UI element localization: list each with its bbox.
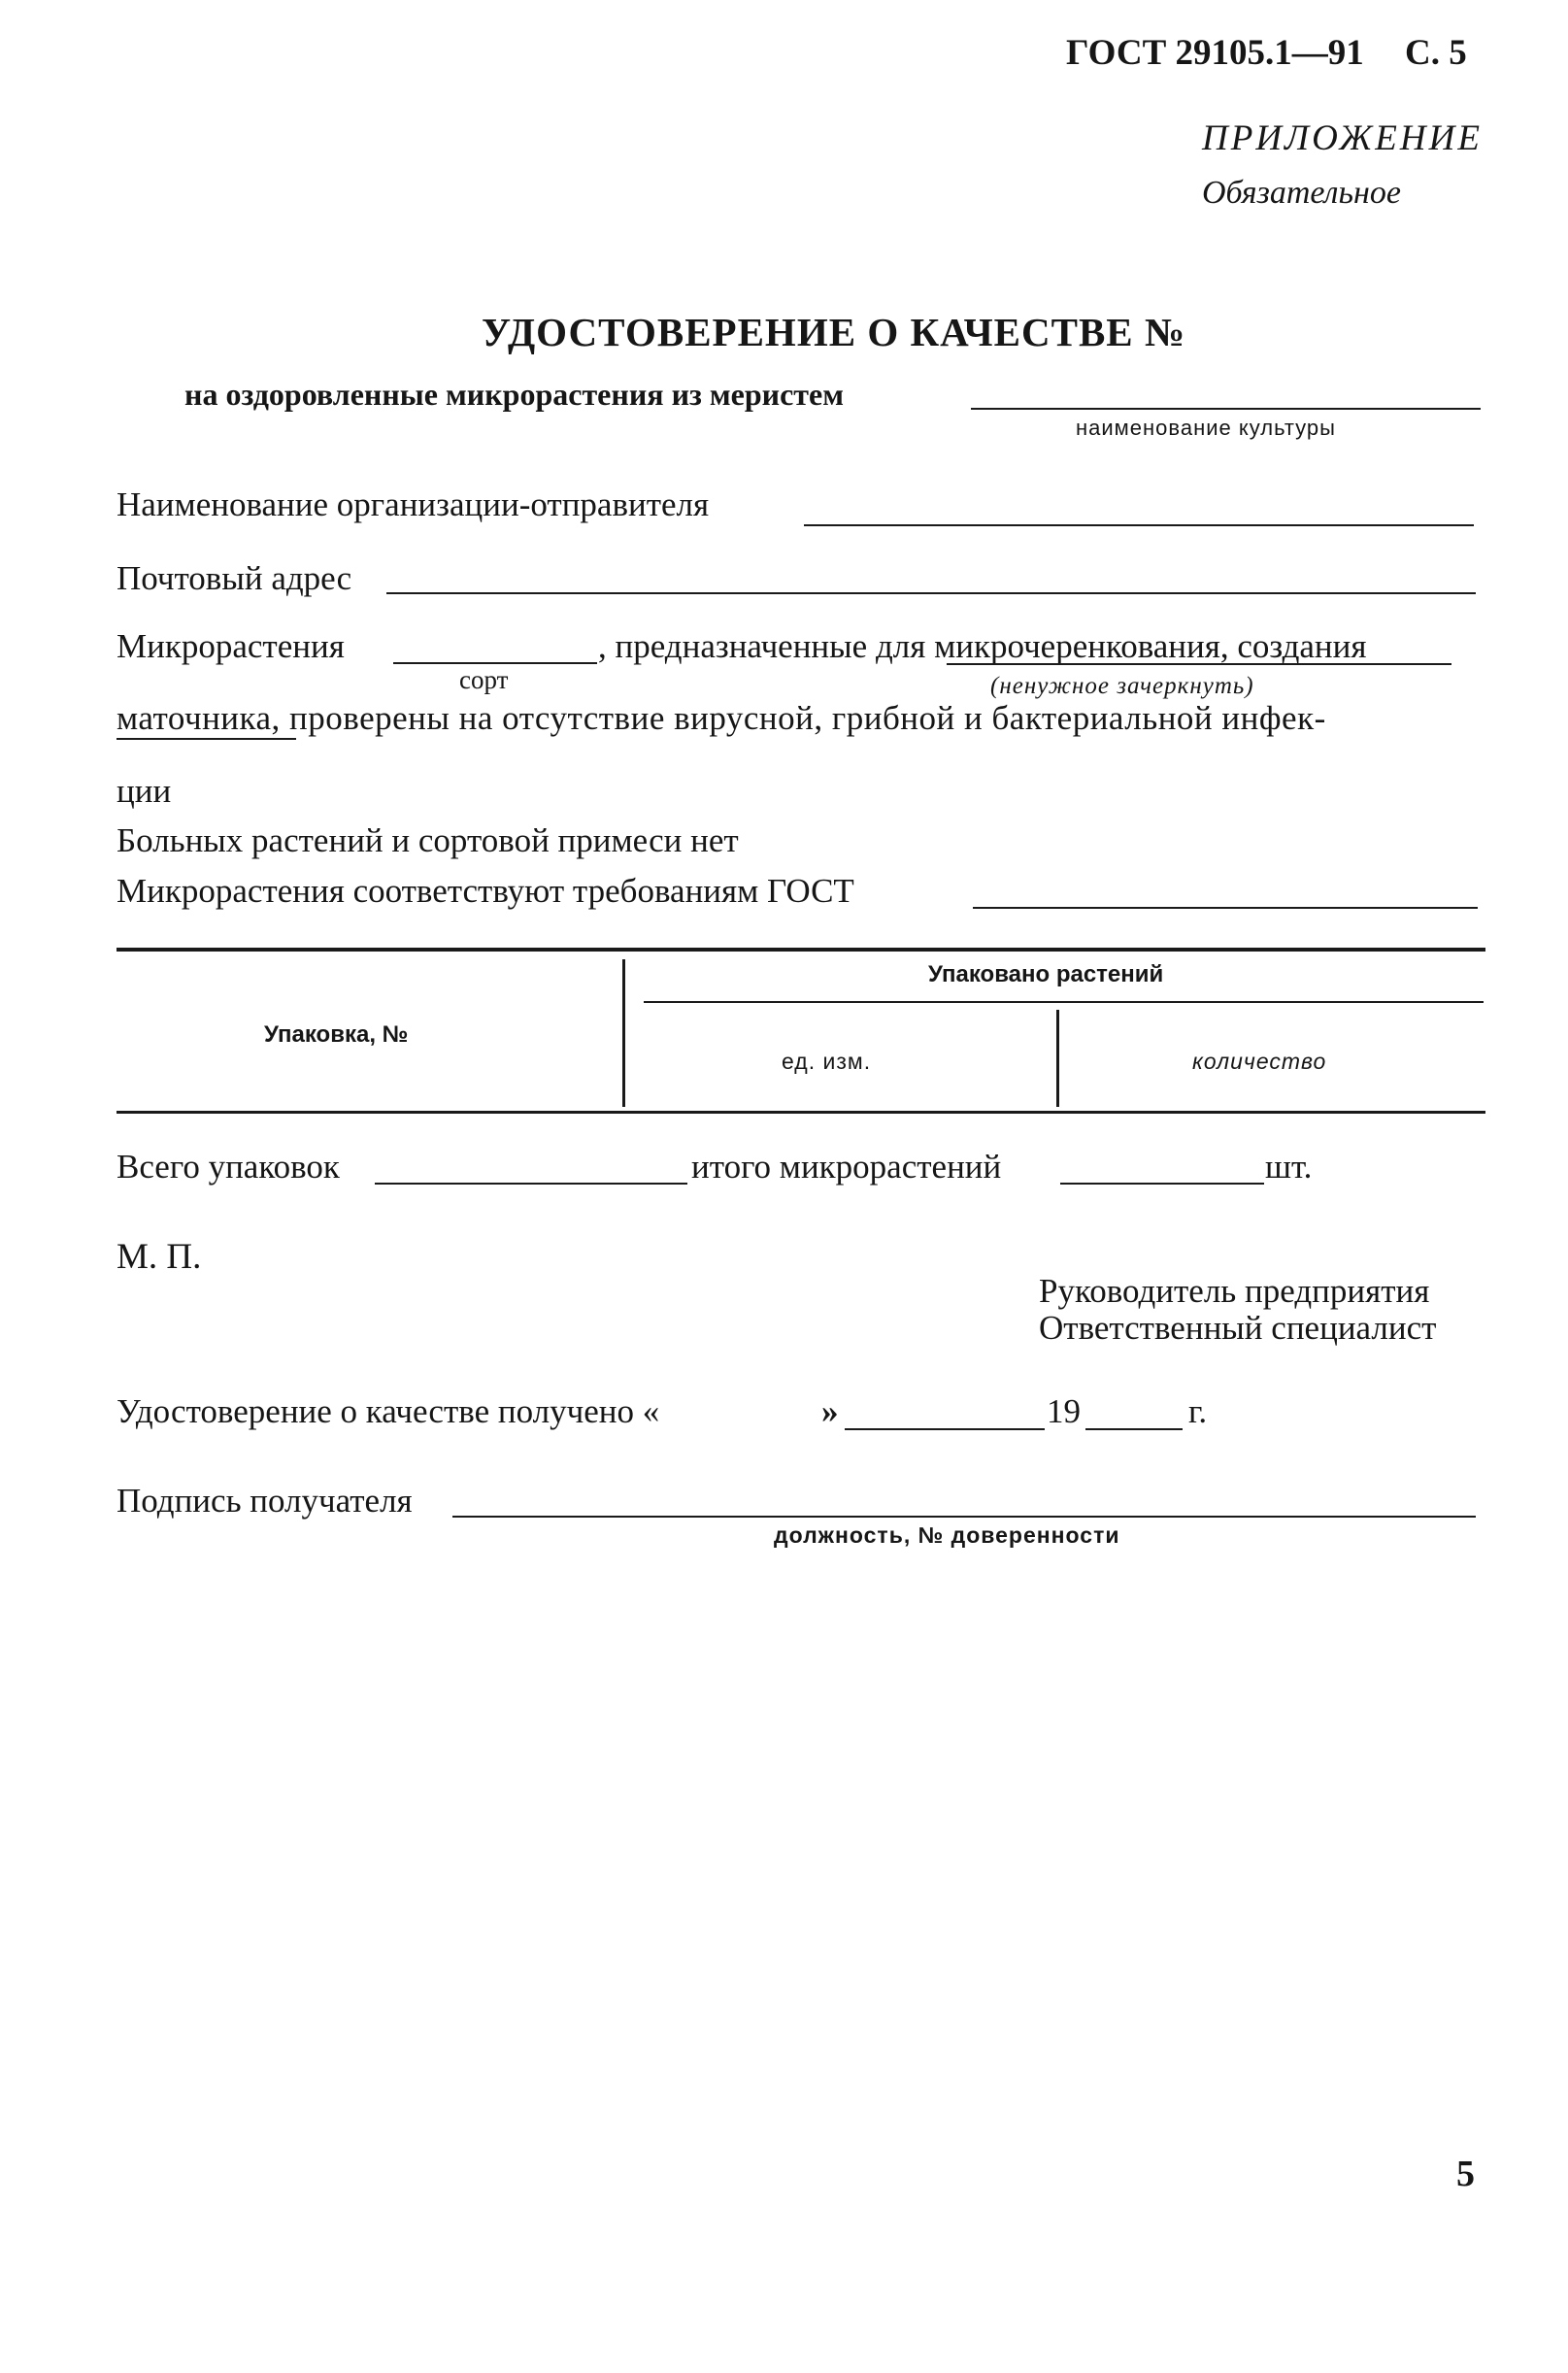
plants-line[interactable]: [1060, 1183, 1264, 1185]
packages-label: Всего упаковок: [117, 1148, 340, 1186]
plants-label: итого микрорастений: [691, 1148, 1002, 1186]
head-signature: Руководитель предприятия: [1039, 1272, 1430, 1310]
culture-name-hint: наименование культуры: [1076, 416, 1336, 440]
quote-close: »: [821, 1392, 839, 1430]
packages-line[interactable]: [375, 1183, 687, 1185]
appendix-status: Обязательное: [1202, 175, 1401, 211]
plants-unit: шт.: [1265, 1148, 1313, 1186]
gost-number-line[interactable]: [973, 907, 1478, 909]
page-label: С. 5: [1405, 33, 1467, 73]
micro-text-3: ции: [117, 772, 172, 810]
table-header-package: Упаковка, №: [264, 1021, 409, 1048]
appendix-title: ПРИЛОЖЕНИЕ: [1202, 118, 1483, 158]
form-title: УДОСТОВЕРЕНИЕ О КАЧЕСТВЕ №: [482, 310, 1186, 354]
micro-label: Микрорастения: [117, 627, 345, 665]
stamp-label: М. П.: [117, 1237, 202, 1277]
address-line[interactable]: [386, 592, 1476, 594]
table-divider-2: [1056, 1010, 1059, 1107]
received-year-prefix: 19: [1047, 1392, 1081, 1430]
address-label: Почтовый адрес: [117, 559, 352, 597]
gost-compliance-label: Микрорастения соответствуют требованиям ГОСТ: [117, 872, 854, 910]
purpose-underline: [947, 663, 1451, 665]
received-year-line[interactable]: [1085, 1428, 1183, 1430]
table-header-quantity: количество: [1192, 1049, 1327, 1074]
received-label: Удостоверение о качестве получено «: [117, 1392, 660, 1430]
received-month-line[interactable]: [845, 1428, 1045, 1430]
org-name-line[interactable]: [804, 524, 1474, 526]
table-top-rule: [117, 948, 1485, 952]
table-sub-rule: [644, 1001, 1484, 1003]
sort-hint: сорт: [459, 665, 509, 694]
page-number: 5: [1456, 2154, 1475, 2194]
form-subtitle: на оздоровленные микрорастения из меристем: [184, 377, 845, 412]
signature-line[interactable]: [452, 1516, 1476, 1518]
doc-code: ГОСТ 29105.1—91: [1066, 33, 1364, 73]
received-year-suffix: г.: [1188, 1392, 1208, 1430]
matochnik-underline: [117, 738, 296, 740]
table-header-unit: ед. изм.: [782, 1049, 872, 1074]
micro-text-2: маточника, проверены на отсутствие вирусной, грибной и бактериальной инфек-: [117, 699, 1326, 737]
table-bottom-rule: [117, 1111, 1485, 1114]
culture-name-line[interactable]: [971, 408, 1481, 410]
no-disease-text: Больных растений и сортовой примеси нет: [117, 821, 739, 859]
sort-line[interactable]: [393, 662, 597, 664]
signature-label: Подпись получателя: [117, 1482, 413, 1520]
org-label: Наименование организации-отправителя: [117, 485, 710, 523]
table-divider-1: [622, 959, 625, 1107]
specialist-signature: Ответственный специалист: [1039, 1309, 1437, 1347]
signature-hint: должность, № доверенности: [774, 1522, 1120, 1548]
strike-hint: (ненужное зачеркнуть): [990, 673, 1254, 699]
micro-text-1: , предназначенные для микрочеренкования, создания: [598, 627, 1367, 665]
table-header-packed: Упаковано растений: [928, 961, 1164, 987]
